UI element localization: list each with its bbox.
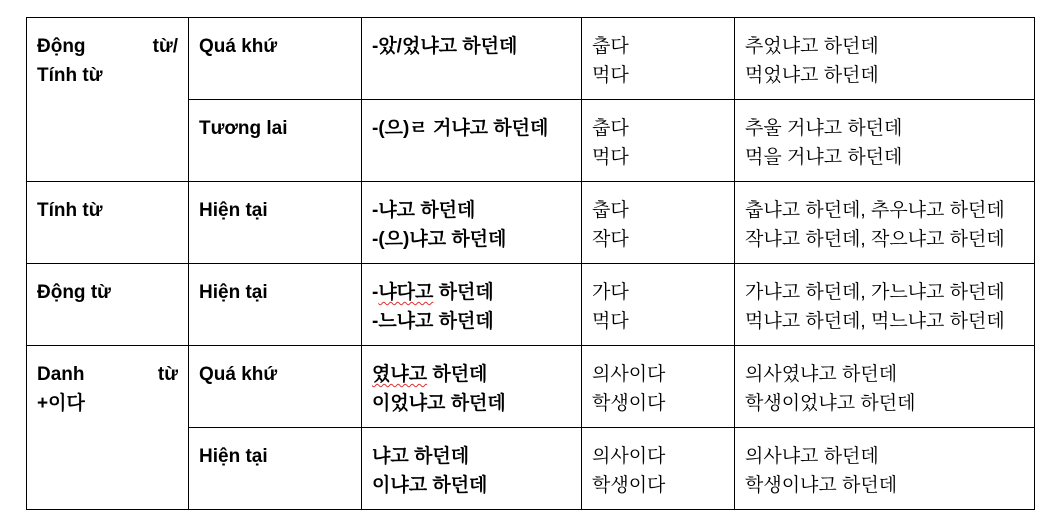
category-label: Động từ — [37, 282, 111, 303]
verb-cell — [582, 100, 735, 182]
example-line: 추울 거냐고 하던데 — [745, 118, 903, 139]
table-row — [27, 18, 1035, 100]
verb-line: 춥다 — [592, 36, 629, 57]
spellcheck-underline: 냐다고 — [378, 282, 434, 303]
verb-line: 작다 — [592, 229, 629, 250]
tense-cell: Hiện tại — [189, 182, 362, 264]
ending-line-spellcheck: 였냐고 하던데 — [372, 364, 488, 385]
verb-line: 의사이다 — [592, 446, 666, 467]
verb-line: 의사이다 — [592, 364, 666, 385]
ending-line: -(으)ㄹ 거냐고 하던데 — [372, 118, 549, 139]
tense-cell: Tương lai — [189, 100, 362, 182]
ending-line-spellcheck: -냐다고 하던데 — [372, 282, 494, 303]
ending-line: -냐고 하던데 — [372, 200, 476, 221]
category-first-line — [37, 32, 178, 61]
verb-line: 가다 — [592, 282, 629, 303]
tense-cell: Quá khứ — [189, 18, 362, 100]
category-cell — [27, 18, 189, 182]
example-line: 가냐고 하던데, 가느냐고 하던데 — [745, 282, 1005, 303]
category-word: Danh — [37, 364, 85, 385]
verb-cell — [582, 182, 735, 264]
table-row — [27, 346, 1035, 428]
example-line: 먹었냐고 하던데 — [745, 65, 879, 86]
verb-cell — [582, 346, 735, 428]
example-line: 작냐고 하던데, 작으냐고 하던데 — [745, 229, 1005, 250]
verb-line: 학생이다 — [592, 475, 666, 496]
tense-cell: Hiện tại — [189, 428, 362, 510]
verb-cell — [582, 18, 735, 100]
ending-line: 이었냐고 하던데 — [372, 393, 506, 414]
ending-line: -(으)냐고 하던데 — [372, 229, 507, 250]
example-line: 먹냐고 하던데, 먹느냐고 하던데 — [745, 311, 1005, 332]
verb-line: 춥다 — [592, 200, 629, 221]
tense-cell: Quá khứ — [189, 346, 362, 428]
verb-line: 먹다 — [592, 147, 629, 168]
example-cell — [735, 182, 1035, 264]
ending-cell — [362, 100, 582, 182]
spellcheck-underline: 였냐고 — [372, 364, 428, 385]
verb-line: 학생이다 — [592, 393, 666, 414]
ending-line: -았/었냐고 하던데 — [372, 36, 518, 57]
category-word: từ — [157, 364, 178, 385]
ending-cell — [362, 182, 582, 264]
example-line: 춥냐고 하던데, 추우냐고 하던데 — [745, 200, 1005, 221]
verb-line: 춥다 — [592, 118, 629, 139]
example-cell — [735, 100, 1035, 182]
table-row — [27, 264, 1035, 346]
ending-line: 냐고 하던데 — [372, 446, 470, 467]
category-label: Tính từ — [37, 200, 103, 221]
category-second-line: +이다 — [37, 393, 85, 414]
example-line: 학생이냐고 하던데 — [745, 475, 898, 496]
tense-cell: Hiện tại — [189, 264, 362, 346]
verb-line: 먹다 — [592, 65, 629, 86]
example-cell — [735, 18, 1035, 100]
category-cell — [27, 346, 189, 510]
ending-cell — [362, 264, 582, 346]
grammar-table — [26, 17, 1035, 510]
ending-cell — [362, 346, 582, 428]
example-line: 의사냐고 하던데 — [745, 446, 879, 467]
example-line: 추었냐고 하던데 — [745, 36, 879, 57]
category-word: Động — [37, 36, 86, 57]
example-cell — [735, 428, 1035, 510]
category-second-line: Tính từ — [37, 65, 103, 86]
example-line: 의사였냐고 하던데 — [745, 364, 898, 385]
example-line: 먹을 거냐고 하던데 — [745, 147, 903, 168]
grammar-table-wrapper — [26, 17, 1035, 510]
ending-cell — [362, 428, 582, 510]
verb-cell — [582, 264, 735, 346]
ending-line: 이냐고 하던데 — [372, 475, 488, 496]
category-cell — [27, 264, 189, 346]
category-first-line — [37, 360, 178, 389]
table-row — [27, 182, 1035, 264]
example-line: 학생이었냐고 하던데 — [745, 393, 916, 414]
verb-line: 먹다 — [592, 311, 629, 332]
verb-cell — [582, 428, 735, 510]
category-word: từ/ — [152, 36, 178, 57]
ending-line: -느냐고 하던데 — [372, 311, 494, 332]
example-cell — [735, 346, 1035, 428]
ending-cell — [362, 18, 582, 100]
example-cell — [735, 264, 1035, 346]
category-cell — [27, 182, 189, 264]
